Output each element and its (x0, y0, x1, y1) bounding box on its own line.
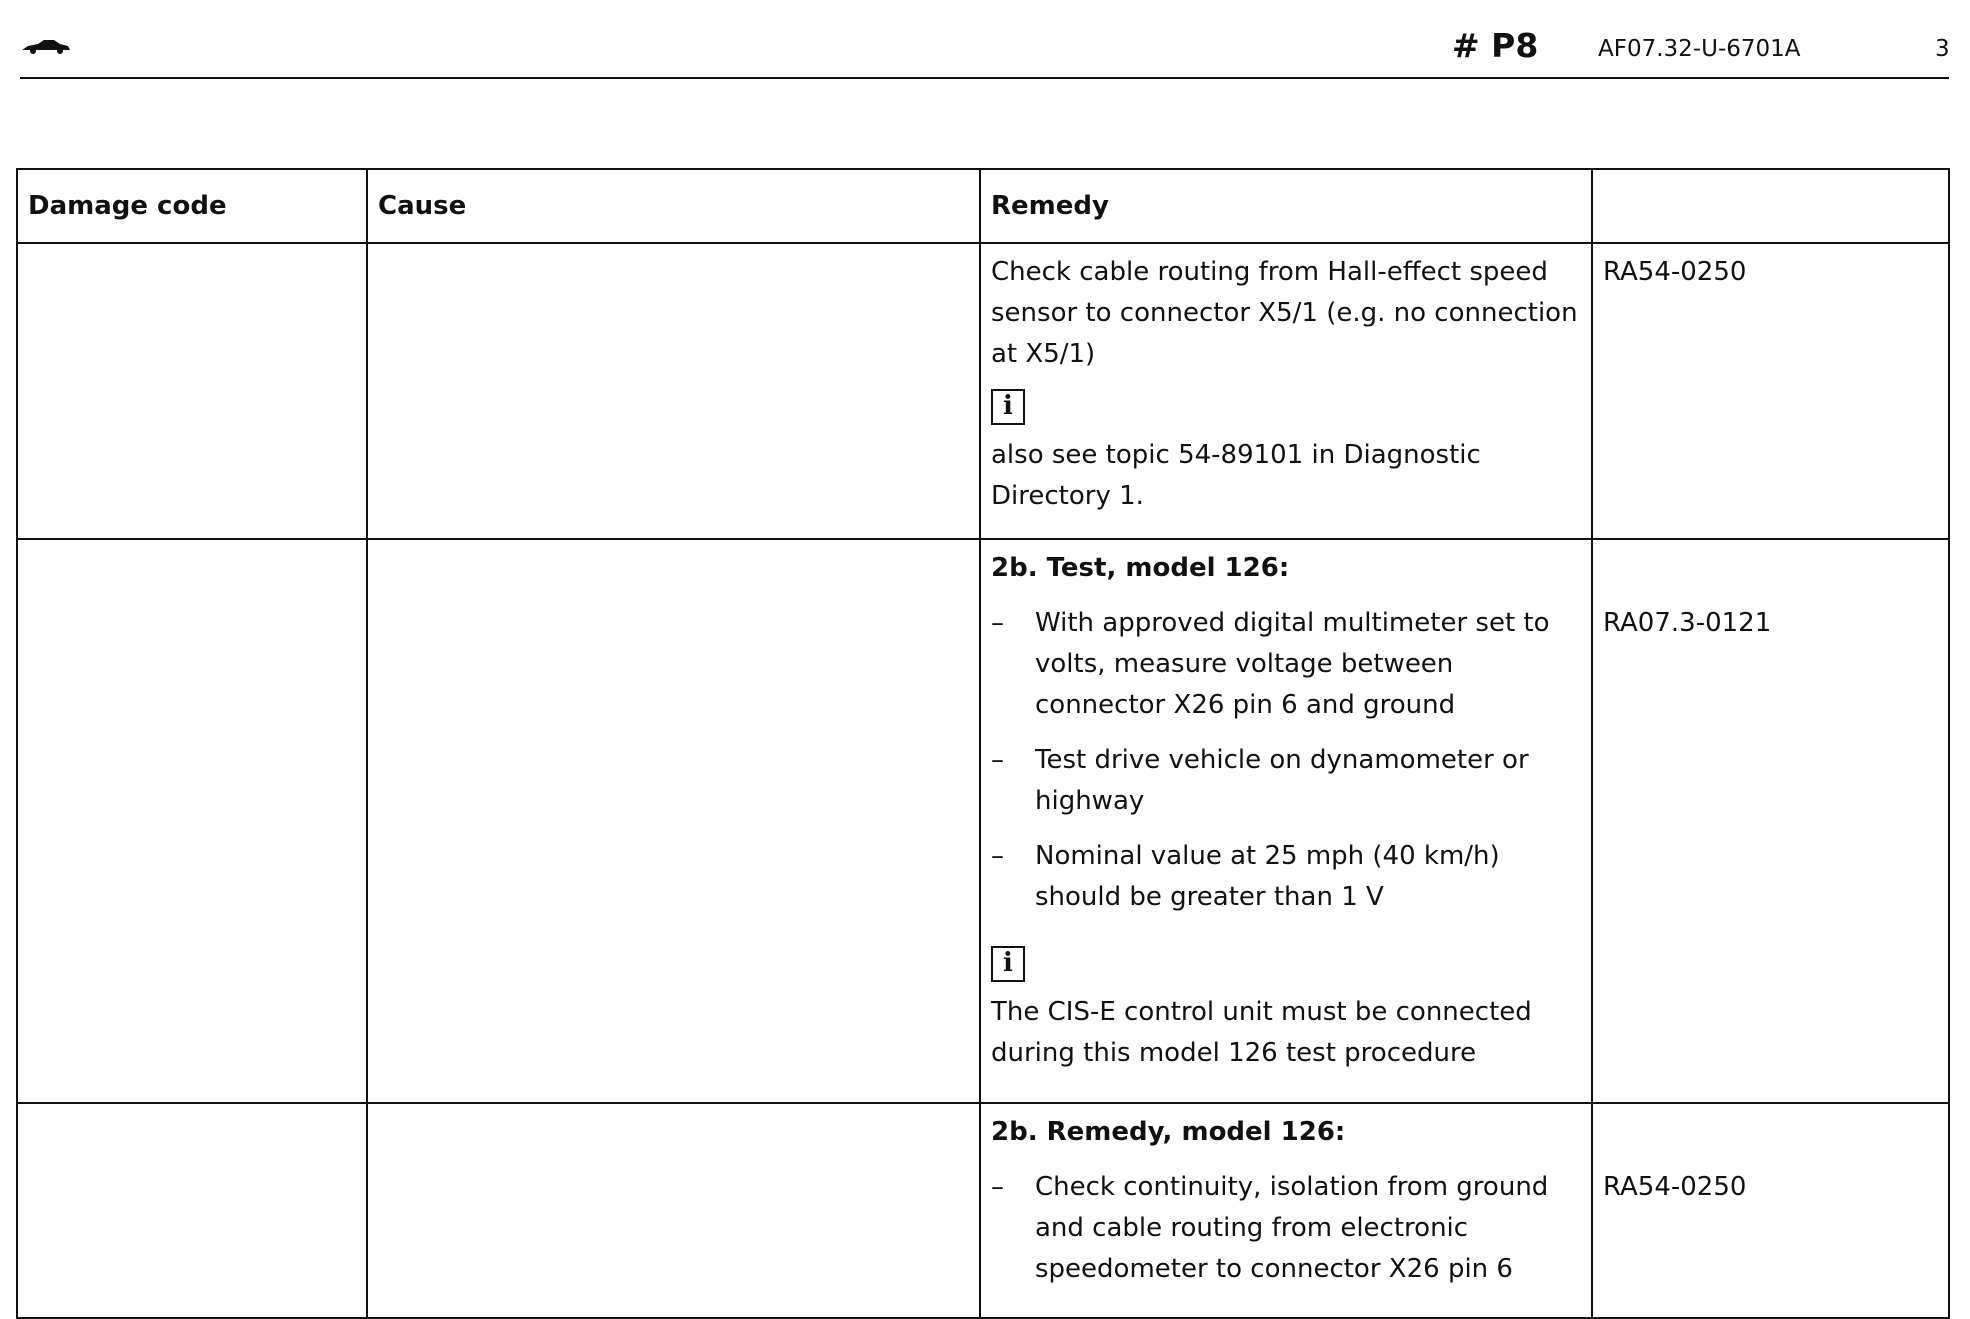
table-header-row (17, 169, 1949, 243)
remedy-steps (991, 1167, 1581, 1290)
damage-code-cell (17, 243, 367, 539)
list-item: – Test drive vehicle on dynamometer or highway (991, 745, 1529, 816)
table-row (17, 1103, 1949, 1318)
remedy-text: Check cable routing from Hall-effect speed sensor to connector X5/1 (e.g. no connection at X5/1) (991, 257, 1578, 369)
step-text: Test drive vehicle on dynamometer or highway (1035, 745, 1529, 816)
diagnostic-table (16, 168, 1950, 1319)
column-header-reference (1592, 169, 1949, 243)
info-icon: i (991, 389, 1025, 425)
cause-cell (367, 243, 980, 539)
reference-cell (1592, 243, 1949, 539)
column-header-remedy: Remedy (980, 169, 1592, 243)
remedy-steps (991, 603, 1581, 918)
column-header-damage-code: Damage code (17, 169, 367, 243)
document-reference: AF07.32-U-6701A (1598, 36, 1801, 62)
step-text: Check continuity, isolation from ground and cable routing from electronic speedometer to connector X26 pin 6 (1035, 1172, 1549, 1284)
damage-code-cell (17, 1103, 367, 1318)
cause-cell (367, 539, 980, 1103)
remedy-note: also see topic 54-89101 in Diagnostic Directory 1. (991, 440, 1481, 511)
remedy-cell (980, 1103, 1592, 1318)
list-item: – Check continuity, isolation from ground and cable routing from electronic speedometer to connector X26 pin 6 (991, 1172, 1549, 1284)
reference-cell (1592, 1103, 1949, 1318)
remedy-cell (980, 539, 1592, 1103)
list-item: – With approved digital multimeter set to volts, measure voltage between connector X26 pin 6 and ground (991, 608, 1550, 720)
step-text: With approved digital multimeter set to volts, measure voltage between connector X26 pin 6 and ground (1035, 608, 1550, 720)
remedy-cell (980, 243, 1592, 539)
remedy-heading: 2b. Remedy, model 126: (991, 1117, 1346, 1147)
reference-code: RA54-0250 (1603, 1172, 1747, 1202)
car-silhouette-icon (20, 34, 72, 56)
reference-code: RA07.3-0121 (1603, 608, 1772, 638)
remedy-note: The CIS-E control unit must be connected during this model 126 test procedure (991, 997, 1532, 1068)
table-row (17, 539, 1949, 1103)
damage-code-cell (17, 539, 367, 1103)
reference-cell (1592, 539, 1949, 1103)
cause-cell (367, 1103, 980, 1318)
column-header-cause: Cause (367, 169, 980, 243)
step-text: Nominal value at 25 mph (40 km/h) should be greater than 1 V (1035, 841, 1500, 912)
page-number: 3 (1935, 36, 1950, 62)
table-row (17, 243, 1949, 539)
document-code: # P8 (1452, 26, 1539, 65)
header-divider (20, 77, 1949, 79)
list-item: – Nominal value at 25 mph (40 km/h) should be greater than 1 V (991, 841, 1500, 912)
remedy-heading: 2b. Test, model 126: (991, 553, 1290, 583)
info-icon: i (991, 946, 1025, 982)
reference-code: RA54-0250 (1603, 257, 1747, 287)
